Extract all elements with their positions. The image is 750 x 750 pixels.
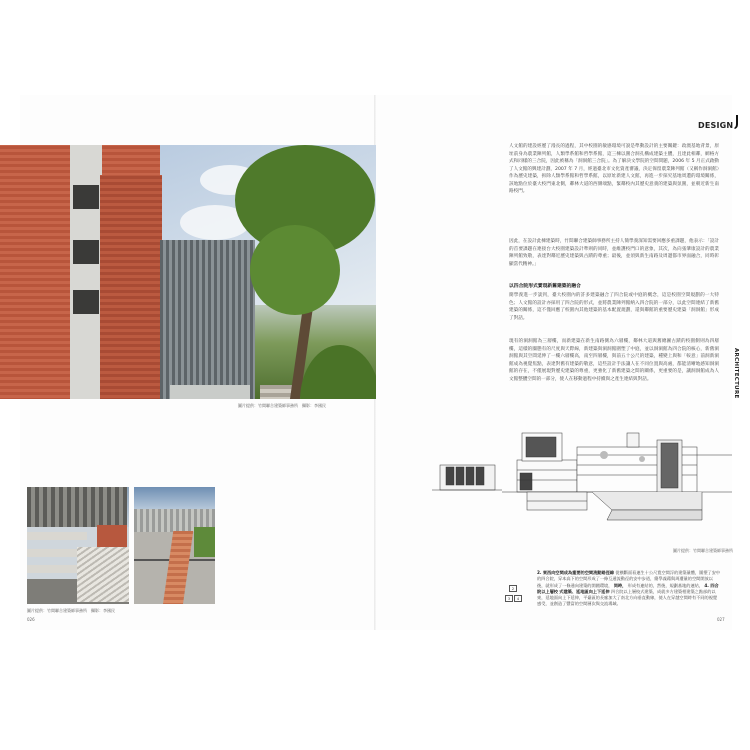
staircase bbox=[77, 547, 129, 602]
main-building-photo bbox=[0, 145, 376, 399]
shrub bbox=[300, 345, 376, 399]
note-bold: 式建築、延地區向上下延伸 bbox=[559, 588, 610, 594]
note-number: 2. bbox=[537, 570, 542, 575]
small-photos-caption: 圖片提供：竹間聯合建築師事務所 攝影：李國民 bbox=[27, 608, 115, 613]
legend-key: 3 bbox=[505, 595, 513, 602]
note-title: 東西向空間成為重要的空間流動路徑線 bbox=[542, 570, 615, 575]
overhang-structure bbox=[27, 487, 127, 527]
brand-mark-icon bbox=[734, 115, 740, 130]
window bbox=[73, 240, 99, 264]
main-photo-caption: 圖片提供：竹間聯合建築師事務所 攝影：李國民 bbox=[238, 403, 326, 408]
floor-slab bbox=[27, 565, 77, 573]
left-page-number: 026 bbox=[27, 617, 35, 622]
window bbox=[73, 185, 99, 209]
floor-slab bbox=[27, 532, 87, 540]
paragraph-3: 簡學義進一步談到，臺大校園內的許多建築融合了四合院或中庭的概念，這是校園空間規劃的一大特色；人文館的設計亦採用了四合院的形式，並將農業陳列館納入四合院的一部分，以此空間連結了新舊建築的關係，這不僅回應了校園內其他建築的基本配置規劃，還與鄰館的重要歷史建築「洞洞館」形成了對話。 bbox=[509, 293, 719, 321]
brick-facade bbox=[100, 175, 162, 399]
note-bold: 4. 四合院以上層校 bbox=[537, 582, 719, 594]
lower-building bbox=[170, 385, 250, 399]
brick-wall bbox=[97, 525, 127, 547]
paragraph-1: 人文館的建設經歷了漫長的過程，其中校園的敏感環境可說是準動設計的主要關鍵：政澳基地背景，原址前身為農業陳列館，人類學系館和哲學系館，這三棟以圍合洞孔構成建築主體，且達此相鄰，網格方式和同樣的三合院，因此被稱為「洞洞館三合院」。為了解決文學院的空間問題，2006 年 5 月正式啟動了人文館的興建計劃，2007 年 7 月，經過臺北市文化資產審議，決定保留農業陳列館（又稱作洞洞館）作為歷史建築，拆除人類學系館和哲學系館，以原址新建人文館，再進一步探究基地周遭的環境關係，該地點位於臺大校門東北側，鄰林大道的西側端點，緊鄰校內其歷史意義的建築與氛圍，並朝近新生南路校門。 bbox=[509, 144, 719, 194]
side-section-tab: ARCHITECTURE bbox=[733, 348, 739, 399]
floor-slab bbox=[27, 549, 82, 557]
section-tag: DESIGN bbox=[698, 121, 734, 130]
section-drawing bbox=[432, 425, 732, 525]
legend-key: 2 bbox=[509, 585, 517, 592]
paragraph-4: 現有的洞洞館為三層樓，而新建築在新生南路側為六層樓，鄰林大道與舊總圖古蹟的校園側則為四層樓，這樣的團態有的尺度與天際線，新建築與洞洞館圍塑了中庭，並以洞洞館為四合院的核心，新舊洞洞館與其空間延伸了一樓六層樓高，南至四層樓，與前五十公尺的建築，種變上與和「較意」前洞新洞館成為視覺焦點，表達對舊有建築的敬意，這些設計手法讓人在不同位置與高處，都能清晰地感知洞洞館的存在，不僅展現對歷史建築的尊重，更強化了新舊建築之間的關係，更重要的是，讓洞洞館成為人文館整體空間的一部分，使人在移動過程中持續與之產生連結與對話。 bbox=[509, 339, 719, 382]
drawing-caption: 圖片提供：竹間聯合建築師事務所 bbox=[673, 548, 733, 553]
right-page-number: 027 bbox=[717, 617, 725, 622]
stair-photo bbox=[27, 487, 129, 604]
figure-legend bbox=[505, 585, 533, 607]
legend-key: 4 bbox=[514, 595, 522, 602]
screen-facade bbox=[160, 240, 255, 399]
window bbox=[73, 290, 99, 314]
note-text: 形成有連結的，然後，規劃基地的連結， bbox=[627, 582, 704, 588]
courtyard-photo bbox=[134, 487, 215, 604]
note-bold: 同時， bbox=[613, 582, 627, 588]
tree-canopy bbox=[250, 225, 340, 315]
trees bbox=[194, 527, 215, 557]
figure-note bbox=[537, 570, 721, 608]
paragraph-2: 因此，在設計此棟建築時，竹間聯合建築師事務所主持人簡學義深知需要回應多重課題，他表示：「設計的首要課題在連接台大校園建築設計準則的同時，並維護校門口的意象，其次，為向張肇康設計的農業陳列館致敬，表達對鄰近歷史建築與古蹟的尊重；最後，並須與新生南路及周邊都市界面融合，同時彰顯當代精神。」 bbox=[509, 239, 719, 267]
note-text: 四合院以上層校式建築，成就多方建築相建築之點部的以東，延地面向上下延伸，平臺區的長廊加大了南北方向垂直動線，使人在穿越空間時有不同的視覺感受，並創造了豐富的空間層次與交流場域。 bbox=[537, 588, 718, 607]
section-heading: 以四合院形式實現新舊建築的融合 bbox=[509, 284, 581, 289]
note-text: 從橫斷面看連生十公尺寬空間浮的建築量體，圍塑了安中的四合院，穿本高下的空間形成了一條互通流動徑的安中步道，簡學義藉與周遭量的空間開放以後，就形成了一條通向建築的開闊環境， bbox=[537, 570, 721, 588]
concrete-column bbox=[70, 145, 102, 399]
